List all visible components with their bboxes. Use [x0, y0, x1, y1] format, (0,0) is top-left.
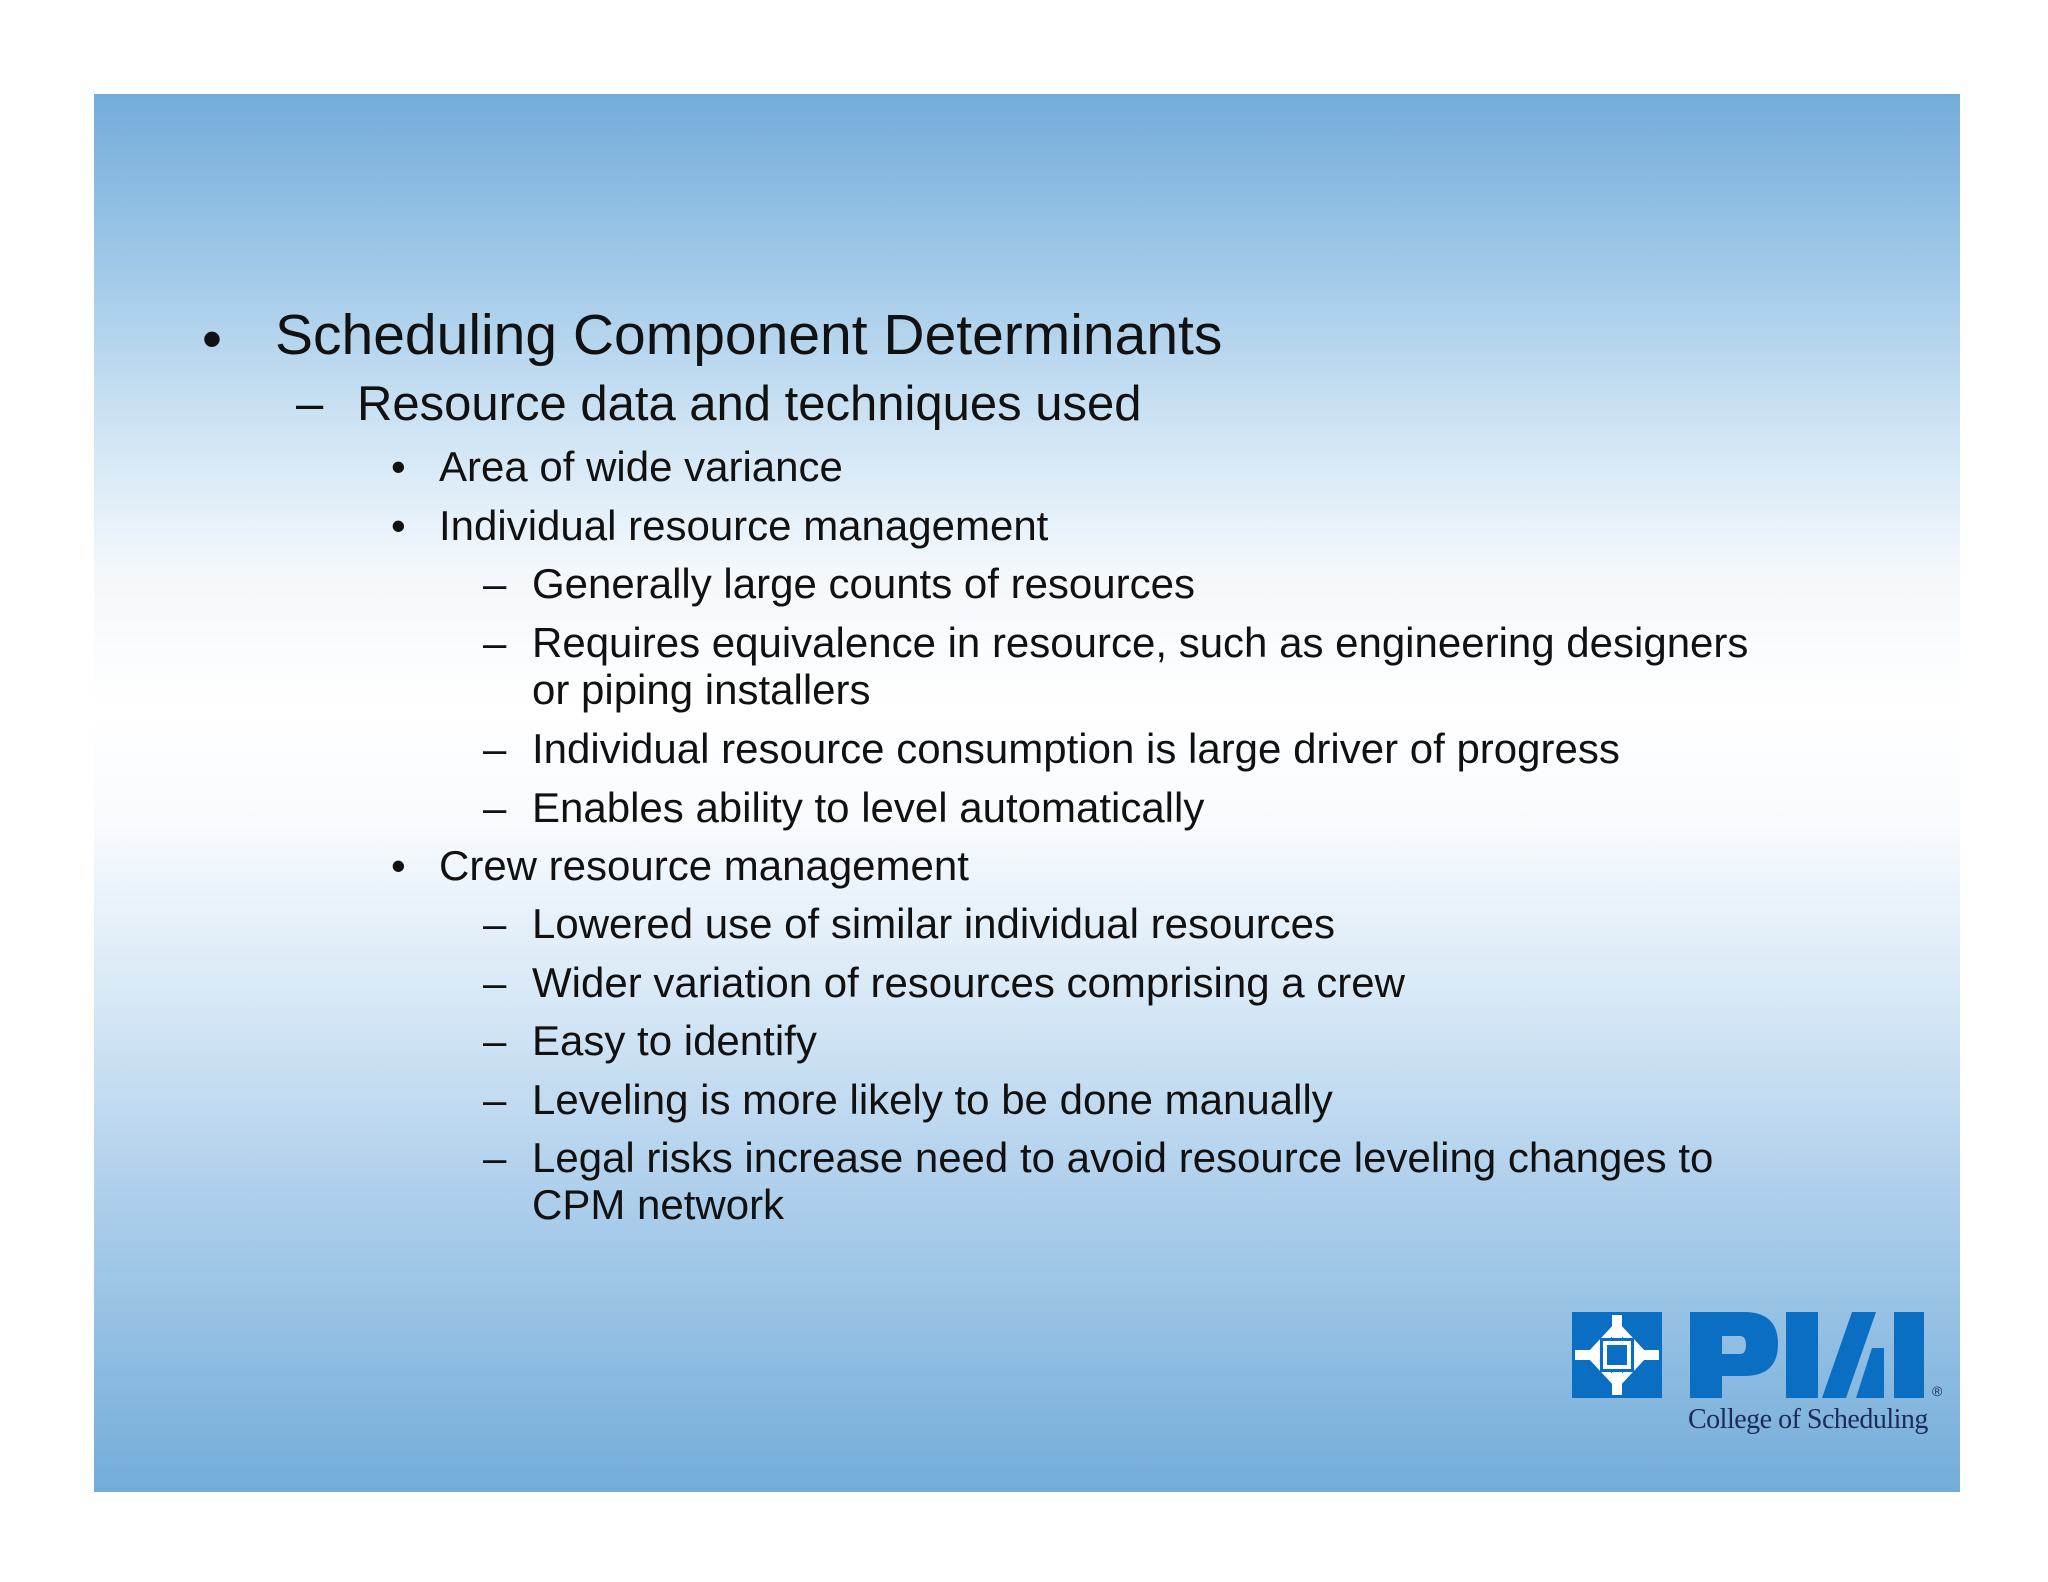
bullet-continuation: or piping installers	[532, 666, 871, 713]
dash-marker: –	[483, 560, 507, 607]
bullet-text: Crew resource management	[439, 842, 969, 889]
dash-marker: –	[483, 725, 507, 772]
bullet-text: Area of wide variance	[439, 443, 843, 490]
slide-background	[94, 94, 1960, 1492]
pmi-emblem-icon	[1572, 1312, 1662, 1398]
pmi-wordmark	[1690, 1312, 1924, 1398]
bullet-marker: •	[391, 443, 406, 490]
logo-caption: College of Scheduling	[1688, 1404, 1928, 1435]
dash-marker: –	[483, 619, 507, 666]
bullet-text: Leveling is more likely to be done manually	[532, 1076, 1333, 1123]
bullet-text: Enables ability to level automatically	[532, 784, 1205, 831]
bullet-text: Wider variation of resources comprising a crew	[532, 959, 1405, 1006]
slide-content	[94, 94, 1960, 1492]
registered-mark: ®	[1932, 1383, 1942, 1399]
dash-marker: –	[296, 377, 324, 431]
bullet-marker: •	[391, 842, 406, 889]
bullet-text: Resource data and techniques used	[357, 377, 1142, 431]
dash-marker: –	[483, 1017, 507, 1064]
dash-marker: –	[483, 1076, 507, 1123]
dash-marker: –	[483, 784, 507, 831]
bullet-text: Lowered use of similar individual resources	[532, 900, 1336, 947]
dash-marker: –	[483, 1134, 507, 1181]
bullet-text: Scheduling Component Determinants	[275, 303, 1223, 367]
dash-marker: –	[483, 900, 507, 947]
bullet-continuation: CPM network	[532, 1181, 785, 1228]
bullet-text: Requires equivalence in resource, such as engineering designers	[532, 619, 1749, 666]
bullet-marker: •	[202, 307, 222, 371]
bullet-marker: •	[391, 502, 406, 549]
bullet-text: Individual resource management	[439, 502, 1049, 549]
bullet-text: Generally large counts of resources	[532, 560, 1195, 607]
bullet-text: Individual resource consumption is large driver of progress	[532, 725, 1620, 772]
dash-marker: –	[483, 959, 507, 1006]
bullet-text: Easy to identify	[532, 1017, 817, 1064]
bullet-text: Legal risks increase need to avoid resource leveling changes to	[532, 1134, 1714, 1181]
